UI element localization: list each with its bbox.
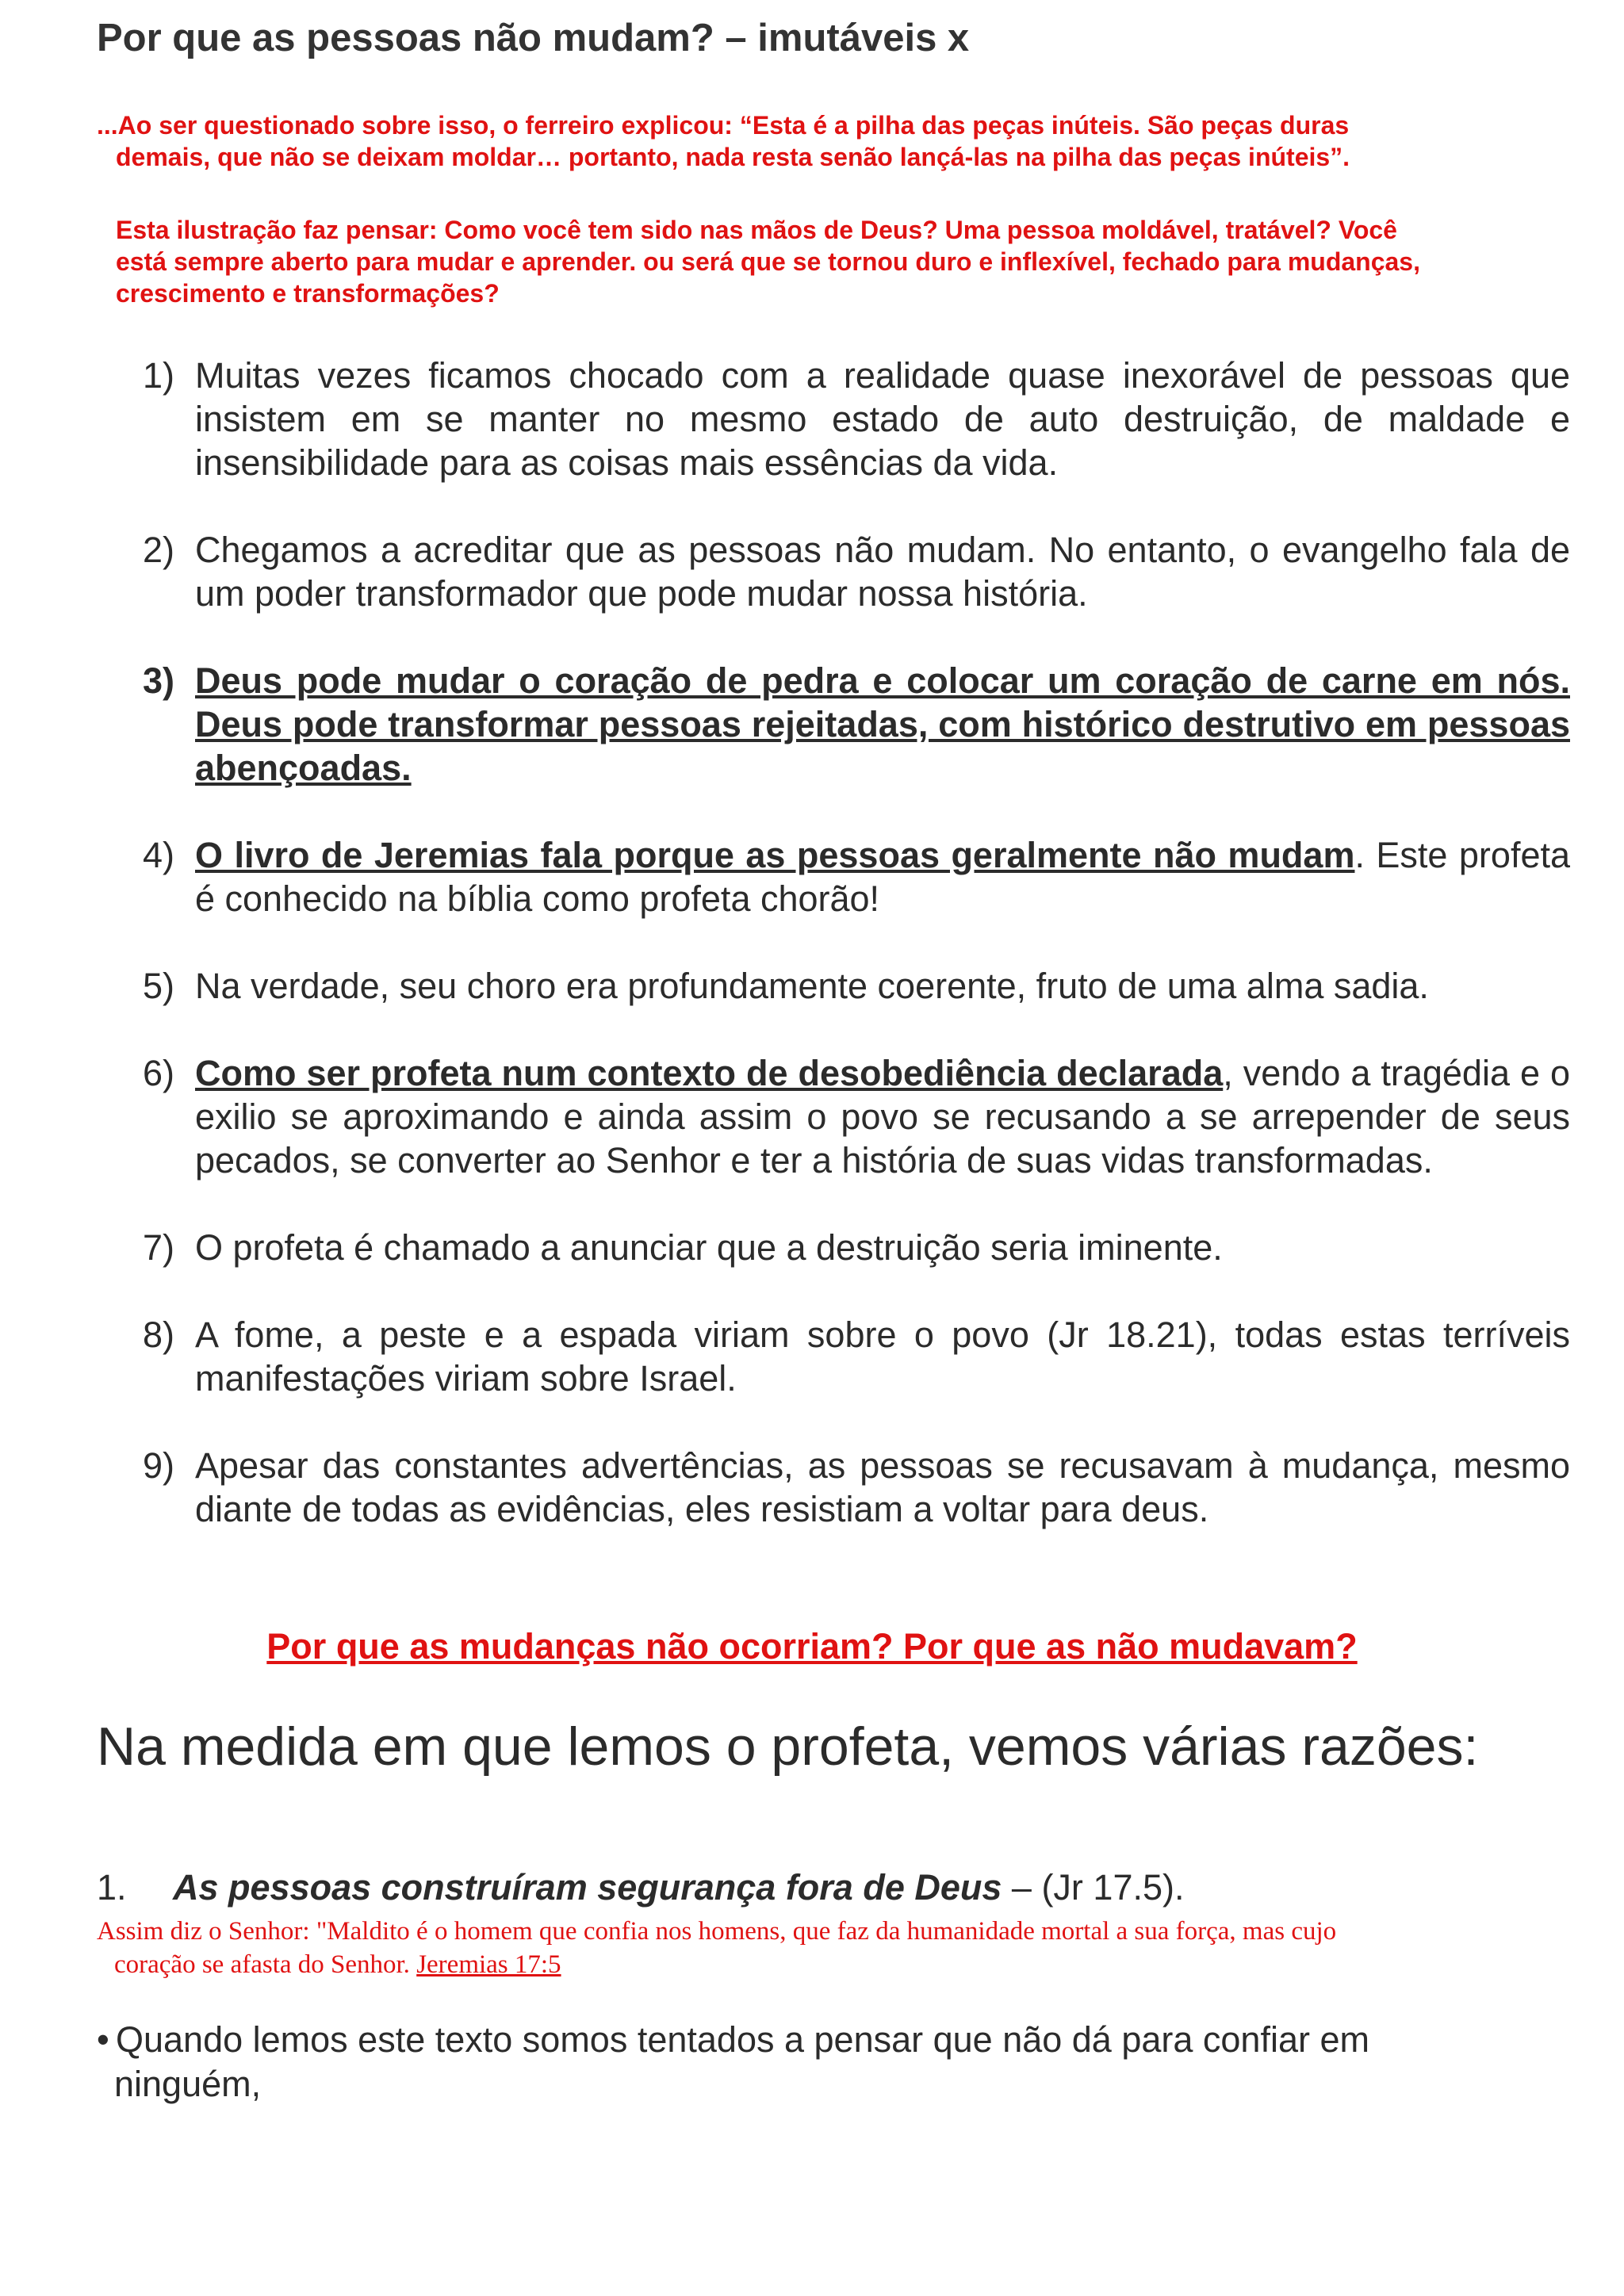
list-number: 3): [143, 660, 175, 701]
bullet-line: [97, 2018, 1572, 2062]
list-item: [143, 833, 1570, 920]
page-title: Por que as pessoas não mudam? – imutáveis x: [97, 17, 970, 59]
list-item: [143, 1051, 1570, 1182]
reason-number: 1.: [97, 1867, 127, 1908]
list-number: 1): [143, 355, 175, 396]
intro-paragraph-2: [97, 214, 1573, 309]
intro-line: Esta ilustração faz pensar: Como você tem sido nas mãos de Deus? Uma pessoa moldável, tratável? Você: [116, 216, 1397, 244]
list-item: [143, 659, 1570, 790]
list-text: O profeta é chamado a anunciar que a destruição seria iminente.: [195, 1227, 1223, 1268]
intro-line: crescimento e transformações?: [116, 279, 500, 308]
list-number: 5): [143, 966, 175, 1006]
bible-verse: [97, 1915, 1572, 1981]
verse-reference-link[interactable]: Jeremias 17:5: [416, 1950, 561, 1979]
list-text: Na verdade, seu choro era profundamente coerente, fruto de uma alma sadia.: [195, 966, 1429, 1006]
list-item: [143, 1313, 1570, 1400]
bullet-text: Quando lemos este texto somos tentados a pensar que não dá para confiar em: [116, 2019, 1369, 2060]
list-number: 7): [143, 1227, 175, 1268]
question-heading: Por que as mudanças não ocorriam? Por que as não mudavam?: [266, 1626, 1358, 1667]
bullet-item: [97, 2018, 1572, 2107]
list-number: 8): [143, 1314, 175, 1355]
numbered-list: [143, 354, 1570, 1575]
list-item: [143, 528, 1570, 615]
list-number: 2): [143, 530, 175, 570]
list-text: A fome, a peste e a espada viriam sobre o povo (Jr 18.21), todas estas terríveis manifestações viriam sobre Israel.: [195, 1314, 1570, 1399]
list-item: [143, 354, 1570, 484]
list-item: [143, 964, 1570, 1008]
intro-paragraph-1: [97, 109, 1573, 173]
list-number: 4): [143, 835, 175, 875]
reason-title: As pessoas construíram segurança fora de Deus: [173, 1867, 1002, 1908]
intro-line: demais, que não se deixam moldar… portanto, nada resta senão lançá-las na pilha das peças inúteis”.: [116, 143, 1350, 171]
bullet-line: ninguém,: [114, 2064, 262, 2104]
list-number: 9): [143, 1445, 175, 1486]
verse-text: coração se afasta do Senhor.: [114, 1950, 417, 1979]
list-text: Deus pode mudar o coração de pedra e colocar um coração de carne em nós. Deus pode transformar pessoas rejeitadas, com histórico destrutivo em pessoas abençoadas.: [195, 660, 1570, 788]
list-underlined-text: Como ser profeta num contexto de desobediência declarada: [195, 1053, 1224, 1093]
bullet-icon: •: [97, 2019, 109, 2060]
list-item: [143, 1444, 1570, 1531]
list-text: Apesar das constantes advertências, as pessoas se recusavam à mudança, mesmo diante de todas as evidências, eles resistiam a voltar para deus.: [195, 1445, 1570, 1529]
list-underlined-text: O livro de Jeremias fala porque as pessoas geralmente não mudam: [195, 835, 1355, 875]
verse-line: [97, 1948, 1572, 1981]
intro-line: está sempre aberto para mudar e aprender. ou será que se tornou duro e inflexível, fechado para mudanças,: [116, 247, 1420, 276]
intro-line: ...Ao ser questionado sobre isso, o ferreiro explicou: “Esta é a pilha das peças inúteis. São peças duras: [97, 111, 1350, 140]
list-text: . Este profeta é conhecido na bíblia como profeta chorão!: [195, 835, 1570, 919]
list-text: Chegamos a acreditar que as pessoas não mudam. No entanto, o evangelho fala de um poder transformador que pode mudar nossa história.: [195, 530, 1570, 614]
verse-line: Assim diz o Senhor: "Maldito é o homem que confia nos homens, que faz da humanidade mortal a sua força, mas cujo: [97, 1917, 1337, 1946]
list-text: , vendo a tragédia e o exilio se aproximando e ainda assim o povo se recusando a se arrepender de seus pecados, se converter ao Senhor e ter a história de suas vidas transformadas.: [195, 1053, 1571, 1181]
reason-item: [97, 1867, 1184, 1908]
reason-reference: – (Jr 17.5).: [1002, 1867, 1185, 1908]
section-heading: Na medida em que lemos o profeta, vemos várias razões:: [97, 1716, 1479, 1777]
list-item: [143, 1226, 1570, 1269]
list-number: 6): [143, 1053, 175, 1093]
list-text: Muitas vezes ficamos chocado com a realidade quase inexorável de pessoas que insistem em se manter no mesmo estado de auto destruição, de maldade e insensibilidade para as coisas mais essências da vida.: [195, 355, 1570, 483]
